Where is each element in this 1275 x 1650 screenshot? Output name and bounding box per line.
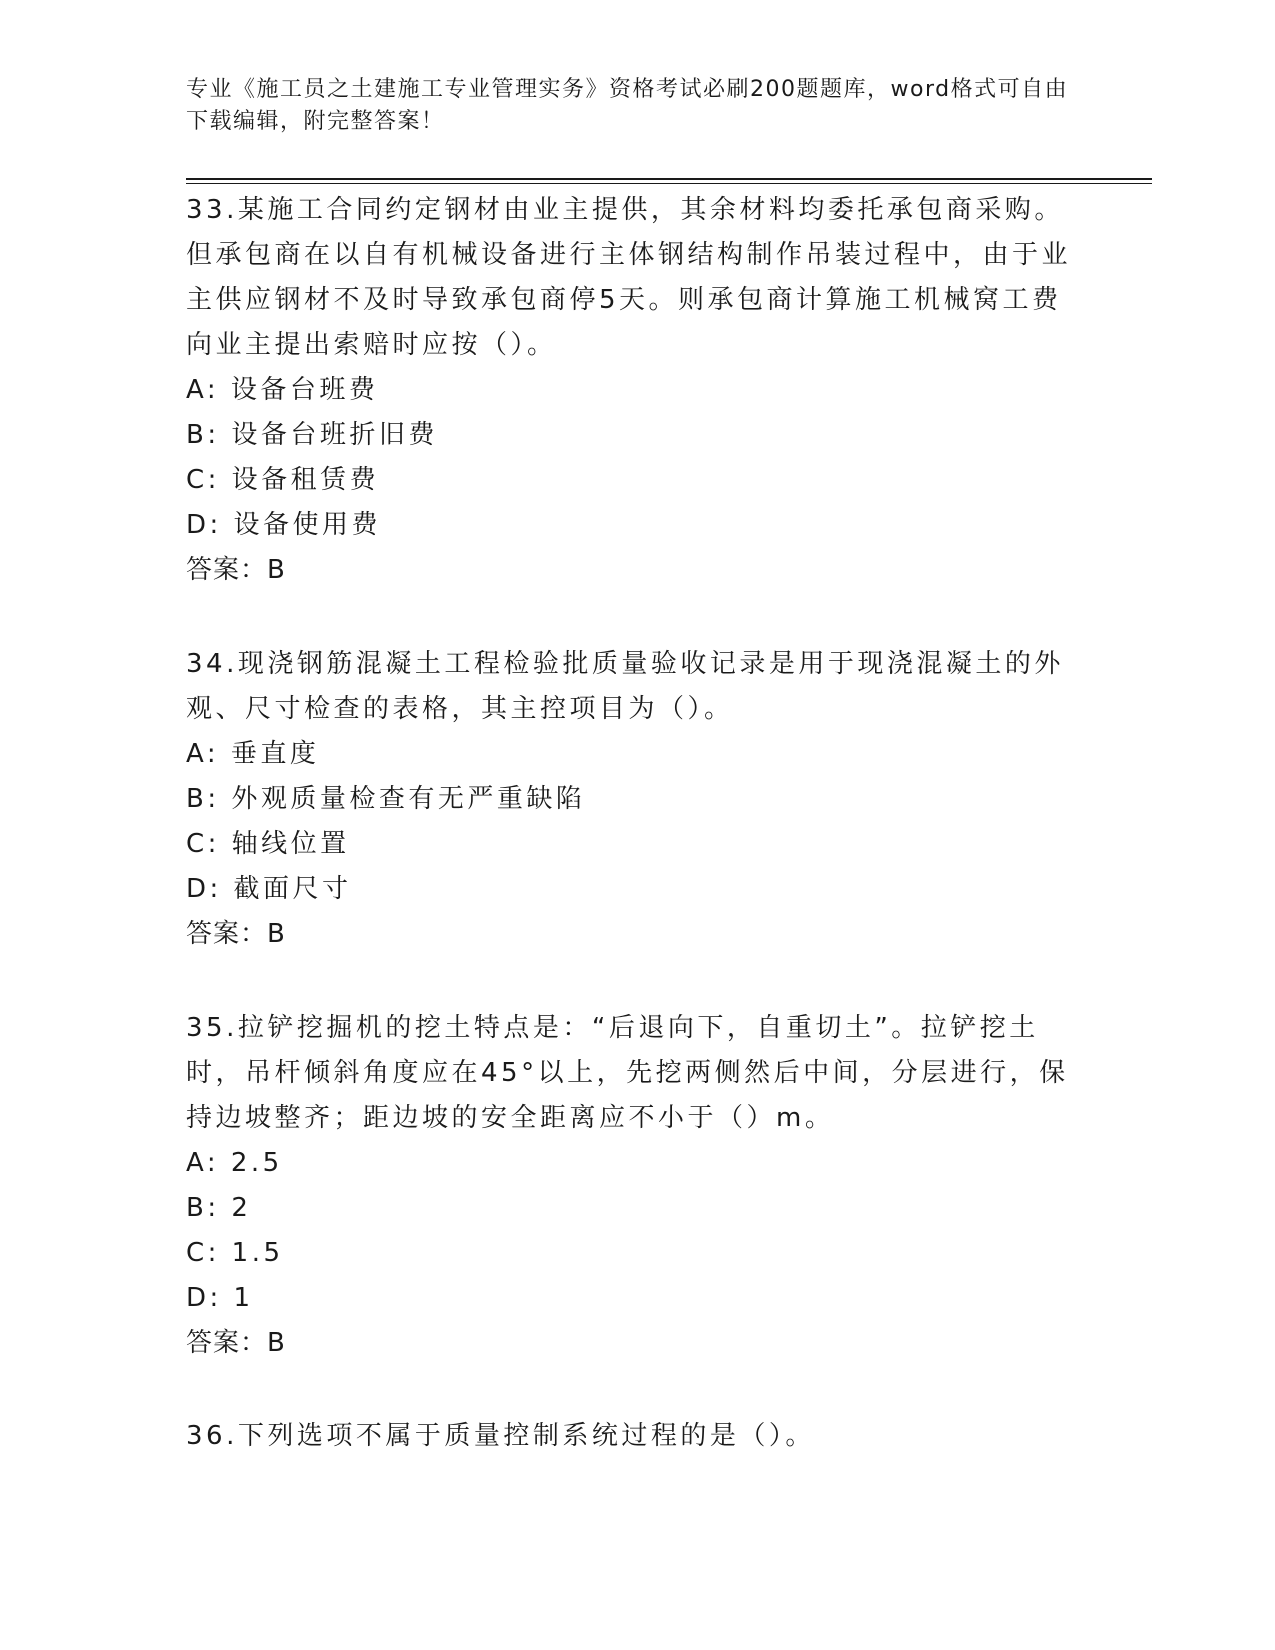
document-header: 专业《施工员之土建施工专业管理实务》资格考试必刷200题题库，word格式可自由下载编辑，附完整答案！ [186,77,1069,134]
answer-label: 答案：B [186,919,286,949]
option-a: A: 设备台班费 [186,375,379,405]
option-d: D: 1 [186,1283,254,1313]
question-stem: 33.某施工合同约定钢材由业主提供，其余材料均委托承包商采购。但承包商在以自有机械设备进行主体钢结构制作吊装过程中，由于业主供应钢材不及时导致承包商停5天。则承包商计算施工机械窝工费向业主提出索赔时应按（）。 [186,195,1072,360]
option-c: C: 轴线位置 [186,829,350,859]
header-divider-thin [186,183,1152,184]
option-b: B: 外观质量检查有无严重缺陷 [186,784,586,814]
answer-label: 答案：B [186,1328,286,1358]
question-stem: 35.拉铲挖掘机的挖土特点是：“后退向下，自重切土”。拉铲挖土时，吊杆倾斜角度应在45°以上，先挖两侧然后中间，分层进行，保持边坡整齐；距边坡的安全距离应不小于（）m。 [186,1013,1069,1133]
question-35 [186,1006,1086,1366]
option-c: C: 设备租赁费 [186,465,380,495]
question-36 [186,1414,1086,1459]
question-34 [186,642,1086,957]
option-b: B: 2 [186,1193,252,1223]
option-b: B: 设备台班折旧费 [186,420,438,450]
option-c: C: 1.5 [186,1238,284,1268]
answer-label: 答案：B [186,555,286,585]
option-d: D: 设备使用费 [186,510,382,540]
question-stem: 36.下列选项不属于质量控制系统过程的是（）。 [186,1421,815,1451]
question-stem: 34.现浇钢筋混凝土工程检验批质量验收记录是用于现浇混凝土的外观、尺寸检查的表格，其主控项目为（）。 [186,649,1064,724]
header-divider-thick [186,178,1152,180]
option-a: A: 2.5 [186,1148,283,1178]
option-d: D: 截面尺寸 [186,874,352,904]
question-33 [186,188,1086,593]
option-a: A: 垂直度 [186,739,320,769]
